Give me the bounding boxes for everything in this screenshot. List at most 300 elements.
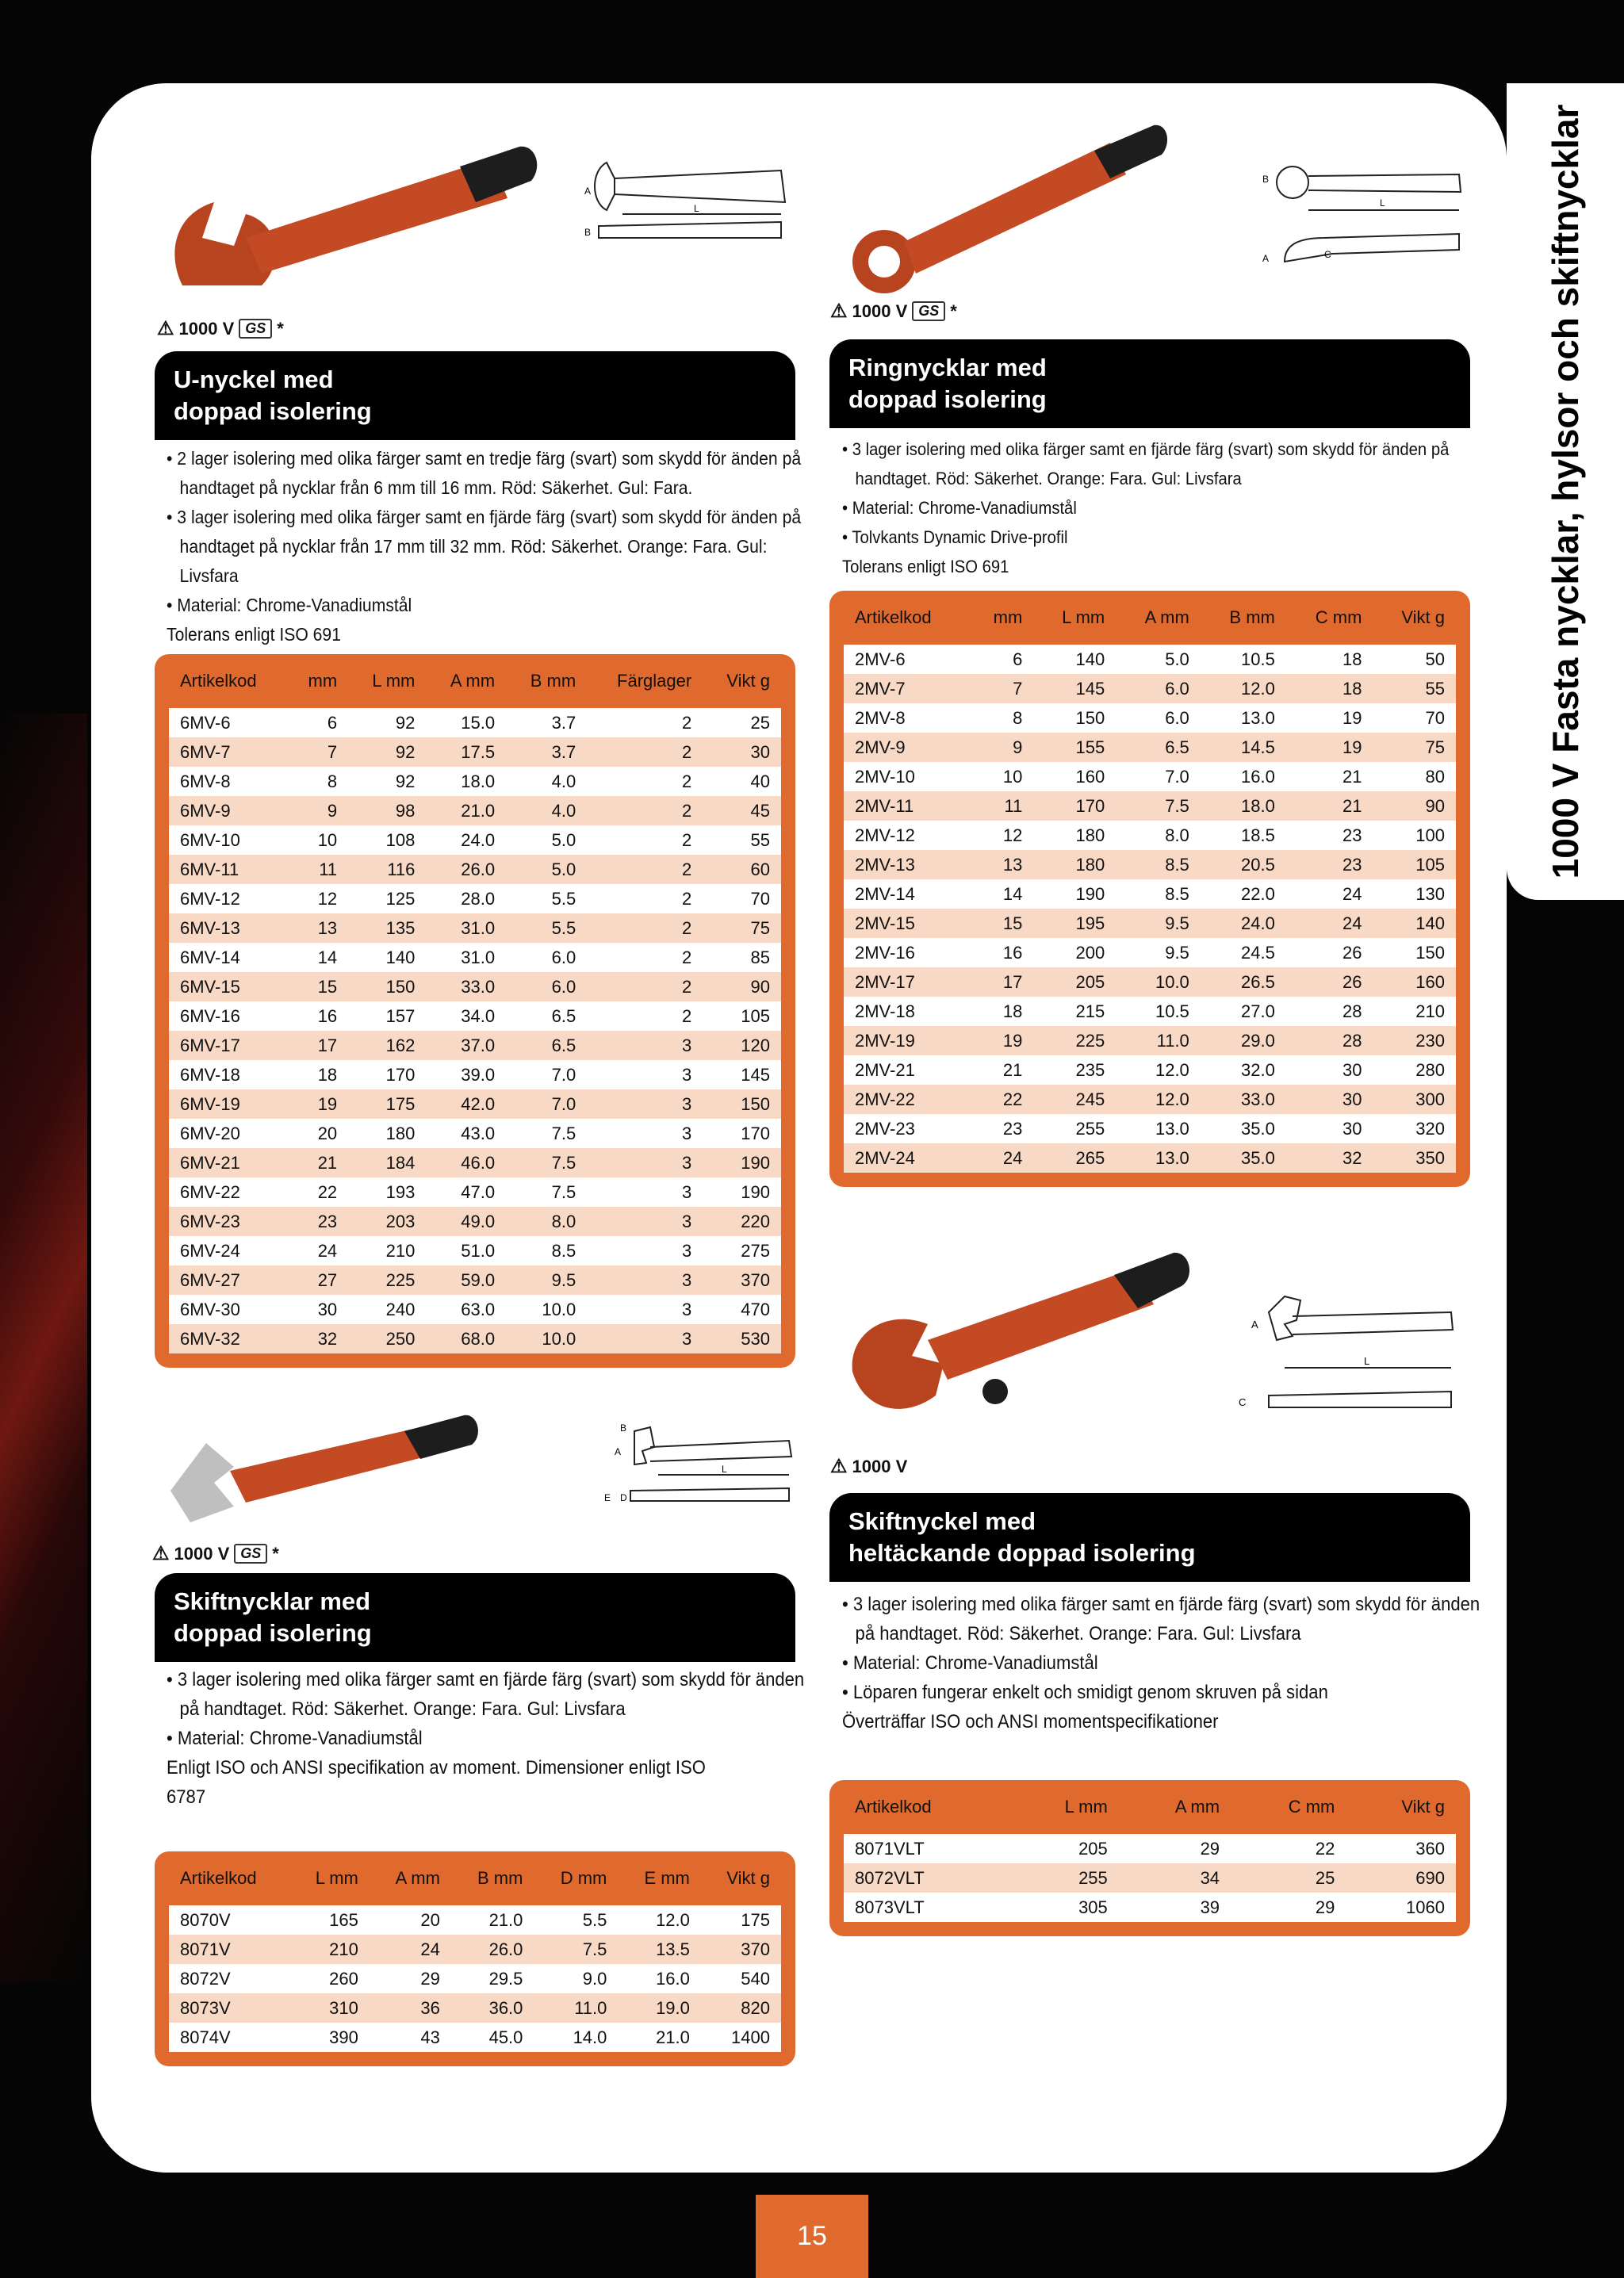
table-cell: 9 (287, 796, 348, 825)
table-cell: 100 (1373, 821, 1456, 850)
table-cell: 33.0 (426, 972, 506, 1001)
table-row (169, 796, 781, 825)
table-cell: 6MV-32 (169, 1324, 287, 1353)
col-header: E mm (644, 1868, 690, 1888)
svg-text:B: B (584, 227, 592, 238)
table-cell: 2MV-13 (844, 850, 969, 879)
table-cell: 20.5 (1201, 850, 1286, 879)
table-row (169, 913, 781, 943)
col-header: L mm (1064, 1797, 1108, 1817)
table-cell: 33.0 (1201, 1085, 1286, 1114)
table-cell: 210 (348, 1236, 426, 1265)
table-row (169, 1148, 781, 1177)
table-cell: 12.0 (1116, 1055, 1201, 1085)
table-cell: 170 (348, 1060, 426, 1089)
table-cell: 10 (287, 825, 348, 855)
table-cell: 9.5 (1116, 938, 1201, 967)
table-cell: 19 (1286, 733, 1373, 762)
table-cell: 17 (969, 967, 1034, 997)
voltage-icon: ⚠ (152, 1543, 170, 1564)
table-cell: 240 (348, 1295, 426, 1324)
table-cell: 275 (703, 1236, 781, 1265)
bullet-item: • 3 lager isolering med olika färger samt en fjärde färg (svart) som skydd för änden på handtaget. Röd: Säkerhet. Orange: Fara. Gul: Livsfara (842, 435, 1477, 493)
table-cell: 8071VLT (844, 1834, 1009, 1863)
table-cell: 225 (1033, 1026, 1116, 1055)
table-cell: 2 (587, 972, 703, 1001)
table-cell: 3 (587, 1324, 703, 1353)
table-cell: 23 (1286, 821, 1373, 850)
table-cell: 2MV-16 (844, 938, 969, 967)
table-cell: 22 (1231, 1834, 1346, 1863)
table-cell: 210 (1373, 997, 1456, 1026)
table-cell: 175 (348, 1089, 426, 1119)
table-cell: 8070V (169, 1905, 289, 1935)
background-decoration (0, 714, 87, 1982)
voltage-icon: ⚠ (830, 1456, 848, 1477)
table-cell: 184 (348, 1148, 426, 1177)
table-cell: 125 (348, 884, 426, 913)
table-cell: 15.0 (426, 708, 506, 737)
bullet-item: • Löparen fungerar enkelt och smidigt genom skruven på sidan (842, 1678, 1484, 1707)
svg-text:B: B (1262, 174, 1270, 185)
table-cell: 32.0 (1201, 1055, 1286, 1085)
title-line: Ringnycklar med (848, 354, 1047, 381)
table-cell: 9 (969, 733, 1034, 762)
table-cell: 10 (969, 762, 1034, 791)
table-cell: 2MV-10 (844, 762, 969, 791)
table-cell: 3 (587, 1119, 703, 1148)
col-header: Vikt g (726, 671, 770, 691)
tolerance-note: Tolerans enligt ISO 691 (842, 557, 1009, 576)
table-cell: 26 (1286, 938, 1373, 967)
table-cell: 1400 (701, 2023, 781, 2052)
table-cell: 55 (1373, 674, 1456, 703)
bullets-u-nyckel (167, 444, 801, 649)
col-header: Vikt g (1401, 1797, 1445, 1817)
table-cell: 13.5 (618, 1935, 701, 1964)
svg-text:L: L (1364, 1355, 1370, 1367)
table-cell: 6MV-6 (169, 708, 287, 737)
table-cell: 24.0 (1201, 909, 1286, 938)
table-cell: 6MV-18 (169, 1060, 287, 1089)
table-cell: 26 (1286, 967, 1373, 997)
table-cell: 55 (703, 825, 781, 855)
table-cell: 85 (703, 943, 781, 972)
col-header: D mm (560, 1868, 607, 1888)
table-skiftnyckel (829, 1780, 1470, 1936)
table-cell: 12 (287, 884, 348, 913)
table-cell: 8074V (169, 2023, 289, 2052)
table-row (844, 1055, 1456, 1085)
table-cell: 8.5 (506, 1236, 587, 1265)
table-cell: 21.0 (618, 2023, 701, 2052)
table-cell: 135 (348, 913, 426, 943)
table-cell: 215 (1033, 997, 1116, 1026)
table-cell: 6MV-12 (169, 884, 287, 913)
table-cell: 92 (348, 737, 426, 767)
table-row (844, 674, 1456, 703)
table-cell: 2MV-15 (844, 909, 969, 938)
table-cell: 92 (348, 708, 426, 737)
table-cell: 140 (1033, 645, 1116, 674)
table-cell: 6MV-21 (169, 1148, 287, 1177)
table-cell: 98 (348, 796, 426, 825)
table-cell: 108 (348, 825, 426, 855)
col-header: B mm (1229, 607, 1275, 627)
title-line: Skiftnyckel med (848, 1507, 1036, 1535)
table-row (844, 967, 1456, 997)
table-cell: 8 (287, 767, 348, 796)
table-cell: 6.5 (506, 1031, 587, 1060)
col-header: Vikt g (726, 1868, 770, 1888)
table-cell: 190 (703, 1177, 781, 1207)
table-u-nyckel (155, 654, 795, 1368)
table-cell: 18.0 (1201, 791, 1286, 821)
table-cell: 6MV-27 (169, 1265, 287, 1295)
table-cell: 2MV-17 (844, 967, 969, 997)
open-end-wrench-diagram (583, 147, 797, 258)
table-row (844, 997, 1456, 1026)
ring-wrench-diagram (1261, 159, 1475, 278)
table-cell: 160 (1033, 762, 1116, 791)
table-cell: 26.5 (1201, 967, 1286, 997)
table-row (169, 1324, 781, 1353)
cert-star: * (277, 318, 284, 339)
table-cell: 2MV-12 (844, 821, 969, 850)
table-cell: 170 (703, 1119, 781, 1148)
table-cell: 13 (287, 913, 348, 943)
table-cell: 15 (969, 909, 1034, 938)
table-cell: 3 (587, 1295, 703, 1324)
fully-insulated-wrench-image (841, 1237, 1197, 1435)
table-cell: 36 (370, 1993, 451, 2023)
table-cell: 6 (287, 708, 348, 737)
table-cell: 3 (587, 1265, 703, 1295)
bullet-item: • Material: Chrome-Vanadiumstål (842, 1648, 1484, 1678)
bullet-item: • Material: Chrome-Vanadiumstål (842, 493, 1477, 523)
table-cell: 28 (1286, 1026, 1373, 1055)
table-cell: 24 (1286, 879, 1373, 909)
table-cell: 116 (348, 855, 426, 884)
table-cell: 12 (969, 821, 1034, 850)
table-cell: 40 (703, 767, 781, 796)
table-cell: 530 (703, 1324, 781, 1353)
tolerance-note: Tolerans enligt ISO 691 (167, 624, 341, 645)
table-cell: 6MV-10 (169, 825, 287, 855)
side-tab (1507, 83, 1624, 900)
svg-text:A: A (1251, 1319, 1258, 1330)
col-header: Artikelkod (180, 671, 257, 691)
table-cell: 3 (587, 1089, 703, 1119)
table-cell: 22.0 (1201, 879, 1286, 909)
table-row (169, 1089, 781, 1119)
col-header: L mm (315, 1868, 358, 1888)
table-row (844, 791, 1456, 821)
table-cell: 46.0 (426, 1148, 506, 1177)
table-cell: 30 (1286, 1114, 1373, 1143)
title-line: Skiftnycklar med (174, 1587, 371, 1615)
iso-note: Enligt ISO och ANSI specifikation av moment. Dimensioner enligt ISO 6787 (167, 1757, 706, 1808)
table-row (844, 733, 1456, 762)
table-cell: 9.5 (506, 1265, 587, 1295)
svg-text:B: B (620, 1422, 627, 1434)
table-cell: 105 (1373, 850, 1456, 879)
section-title-skiftnyckel (829, 1493, 1470, 1582)
table-cell: 6MV-16 (169, 1001, 287, 1031)
col-header: A mm (395, 1868, 440, 1888)
table-cell: 5.0 (1116, 645, 1201, 674)
table-row (844, 1085, 1456, 1114)
table-cell: 3 (587, 1148, 703, 1177)
table-cell: 370 (701, 1935, 781, 1964)
table-cell: 24 (969, 1143, 1034, 1173)
table-row (844, 821, 1456, 850)
table-row (169, 1060, 781, 1089)
table-body (169, 1905, 781, 2052)
table-cell: 17.5 (426, 737, 506, 767)
bullet-item: • 2 lager isolering med olika färger samt en tredje färg (svart) som skydd för änden på handtaget på nycklar från 6 mm till 16 mm. Röd: Säkerhet. Gul: Fara. (167, 444, 801, 503)
table-skiftnycklar (155, 1851, 795, 2066)
open-end-wrench-image (159, 127, 547, 309)
col-header: Artikelkod (855, 1797, 932, 1817)
table-cell: 24 (1286, 909, 1373, 938)
table-cell: 90 (1373, 791, 1456, 821)
col-header-size: mm (993, 607, 1023, 627)
table-cell: 190 (1033, 879, 1116, 909)
table-cell: 10.5 (1116, 997, 1201, 1026)
voltage-badge-ring (830, 300, 957, 323)
table-row (169, 855, 781, 884)
table-cell: 265 (1033, 1143, 1116, 1173)
table-cell: 6.0 (1116, 674, 1201, 703)
table-cell: 9.0 (534, 1964, 618, 1993)
table-cell: 75 (1373, 733, 1456, 762)
table-cell: 160 (1373, 967, 1456, 997)
table-cell: 155 (1033, 733, 1116, 762)
table-cell: 180 (348, 1119, 426, 1148)
table-ringnycklar (829, 591, 1470, 1187)
table-cell: 34 (1119, 1863, 1231, 1893)
col-header: Artikelkod (180, 1868, 257, 1888)
table-row (844, 938, 1456, 967)
page-number: 15 (756, 2195, 868, 2278)
voltage-icon: ⚠ (830, 301, 848, 322)
table-cell: 180 (1033, 850, 1116, 879)
col-header: A mm (450, 671, 496, 691)
table-cell: 22 (969, 1085, 1034, 1114)
table-cell: 6MV-11 (169, 855, 287, 884)
table-cell: 29 (1231, 1893, 1346, 1922)
table-cell: 7 (287, 737, 348, 767)
table-cell: 10.0 (506, 1324, 587, 1353)
table-cell: 26.0 (426, 855, 506, 884)
table-cell: 6MV-20 (169, 1119, 287, 1148)
adjustable-wrench-image (159, 1396, 492, 1530)
table-cell: 220 (703, 1207, 781, 1236)
table-cell: 7.0 (506, 1089, 587, 1119)
table-cell: 150 (703, 1089, 781, 1119)
table-cell: 250 (348, 1324, 426, 1353)
bullet-item: • 3 lager isolering med olika färger samt en fjärde färg (svart) som skydd för änden på handtaget på nycklar från 17 mm till 32 mm. Röd: Säkerhet. Orange: Fara. Gul: Livsfara (167, 503, 801, 591)
table-cell: 34.0 (426, 1001, 506, 1031)
table-cell: 20 (287, 1119, 348, 1148)
table-cell: 3 (587, 1236, 703, 1265)
table-cell: 75 (703, 913, 781, 943)
table-cell: 35.0 (1201, 1114, 1286, 1143)
table-row (169, 825, 781, 855)
svg-text:E: E (604, 1492, 611, 1503)
table-cell: 145 (703, 1060, 781, 1089)
table-cell: 2 (587, 855, 703, 884)
table-row (844, 879, 1456, 909)
col-header: Vikt g (1401, 607, 1445, 627)
table-cell: 16.0 (1201, 762, 1286, 791)
table-cell: 37.0 (426, 1031, 506, 1060)
col-header: Artikelkod (855, 607, 932, 627)
table-cell: 130 (1373, 879, 1456, 909)
section-title-ringnycklar (829, 339, 1470, 428)
table-cell: 235 (1033, 1055, 1116, 1085)
table-cell: 8071V (169, 1935, 289, 1964)
table-cell: 5.5 (506, 884, 587, 913)
col-header-size: mm (308, 671, 338, 691)
voltage-badge-skift (152, 1542, 279, 1565)
table-cell: 2MV-9 (844, 733, 969, 762)
table-cell: 29 (370, 1964, 451, 1993)
table-cell: 300 (1373, 1085, 1456, 1114)
table-cell: 8.0 (506, 1207, 587, 1236)
voltage-text: 1000 V (852, 301, 908, 321)
table-cell: 7.0 (506, 1060, 587, 1089)
col-header: A mm (1174, 1797, 1220, 1817)
table-cell: 13.0 (1116, 1143, 1201, 1173)
table-row (169, 1119, 781, 1148)
table-cell: 6 (969, 645, 1034, 674)
cert-star: * (272, 1543, 279, 1564)
table-cell: 225 (348, 1265, 426, 1295)
table-cell: 2MV-21 (844, 1055, 969, 1085)
table-cell: 21 (969, 1055, 1034, 1085)
table-cell: 690 (1346, 1863, 1456, 1893)
table-cell: 30 (1286, 1085, 1373, 1114)
table-cell: 14.0 (534, 2023, 618, 2052)
table-cell: 150 (1373, 938, 1456, 967)
table-cell: 8073VLT (844, 1893, 1009, 1922)
table-cell: 205 (1009, 1834, 1119, 1863)
table-cell: 30 (287, 1295, 348, 1324)
table-cell: 8 (969, 703, 1034, 733)
table-cell: 6MV-30 (169, 1295, 287, 1324)
table-cell: 6MV-14 (169, 943, 287, 972)
table-cell: 11.0 (1116, 1026, 1201, 1055)
table-cell: 23 (1286, 850, 1373, 879)
col-header: L mm (372, 671, 416, 691)
table-cell: 60 (703, 855, 781, 884)
gs-cert-icon: GS (912, 301, 945, 321)
table-cell: 180 (1033, 821, 1116, 850)
svg-text:A: A (1262, 253, 1270, 264)
table-cell: 6.0 (506, 943, 587, 972)
table-cell: 2 (587, 1001, 703, 1031)
table-cell: 2MV-8 (844, 703, 969, 733)
table-cell: 145 (1033, 674, 1116, 703)
table-cell: 6MV-23 (169, 1207, 287, 1236)
table-cell: 3.7 (506, 737, 587, 767)
table-cell: 205 (1033, 967, 1116, 997)
table-row (169, 884, 781, 913)
fully-insulated-wrench-diagram (1237, 1281, 1467, 1419)
bullet-item: • 3 lager isolering med olika färger samt en fjärde färg (svart) som skydd för änden på handtaget. Röd: Säkerhet. Orange: Fara. Gul: Livsfara (842, 1590, 1484, 1648)
table-cell: 22 (287, 1177, 348, 1207)
table-cell: 305 (1009, 1893, 1119, 1922)
table-body (169, 708, 781, 1353)
table-cell: 6.5 (506, 1001, 587, 1031)
table-cell: 2MV-22 (844, 1085, 969, 1114)
table-cell: 13 (969, 850, 1034, 879)
col-header: Färglager (617, 671, 692, 691)
table-cell: 150 (348, 972, 426, 1001)
table-cell: 45 (703, 796, 781, 825)
table-cell: 29 (1119, 1834, 1231, 1863)
table-cell: 6MV-19 (169, 1089, 287, 1119)
voltage-icon: ⚠ (157, 318, 174, 339)
table-cell: 90 (703, 972, 781, 1001)
table-cell: 8073V (169, 1993, 289, 2023)
table-cell: 25 (1231, 1863, 1346, 1893)
svg-text:A: A (584, 186, 592, 197)
svg-text:L: L (1380, 197, 1385, 209)
table-cell: 27 (287, 1265, 348, 1295)
table-cell: 14 (969, 879, 1034, 909)
table-cell: 6MV-8 (169, 767, 287, 796)
table-cell: 7.5 (534, 1935, 618, 1964)
table-cell: 7.0 (1116, 762, 1201, 791)
table-cell: 255 (1033, 1114, 1116, 1143)
table-cell: 120 (703, 1031, 781, 1060)
table-cell: 7.5 (506, 1119, 587, 1148)
table-cell: 18.5 (1201, 821, 1286, 850)
table-row (169, 737, 781, 767)
table-cell: 9.5 (1116, 909, 1201, 938)
section-title-u-nyckel (155, 351, 795, 440)
table-cell: 8.5 (1116, 850, 1201, 879)
svg-text:C: C (1239, 1396, 1247, 1408)
table-cell: 8072V (169, 1964, 289, 1993)
table-cell: 20 (370, 1905, 451, 1935)
table-cell: 6MV-17 (169, 1031, 287, 1060)
col-header: B mm (530, 671, 576, 691)
section-title-skiftnycklar (155, 1573, 795, 1662)
table-cell: 5.5 (534, 1905, 618, 1935)
table-cell: 8072VLT (844, 1863, 1009, 1893)
table-row (169, 1001, 781, 1031)
table-cell: 32 (287, 1324, 348, 1353)
table-cell: 35.0 (1201, 1143, 1286, 1173)
col-header: A mm (1144, 607, 1189, 627)
table-cell: 24 (370, 1935, 451, 1964)
table-cell: 13.0 (1201, 703, 1286, 733)
voltage-text: 1000 V (852, 1456, 908, 1476)
table-cell: 7.5 (506, 1177, 587, 1207)
table-cell: 3 (587, 1207, 703, 1236)
table-cell: 210 (289, 1935, 370, 1964)
table-cell: 43.0 (426, 1119, 506, 1148)
table-row (169, 1993, 781, 2023)
table-cell: 28.0 (426, 884, 506, 913)
table-cell: 230 (1373, 1026, 1456, 1055)
table-cell: 820 (701, 1993, 781, 2023)
table-cell: 70 (703, 884, 781, 913)
